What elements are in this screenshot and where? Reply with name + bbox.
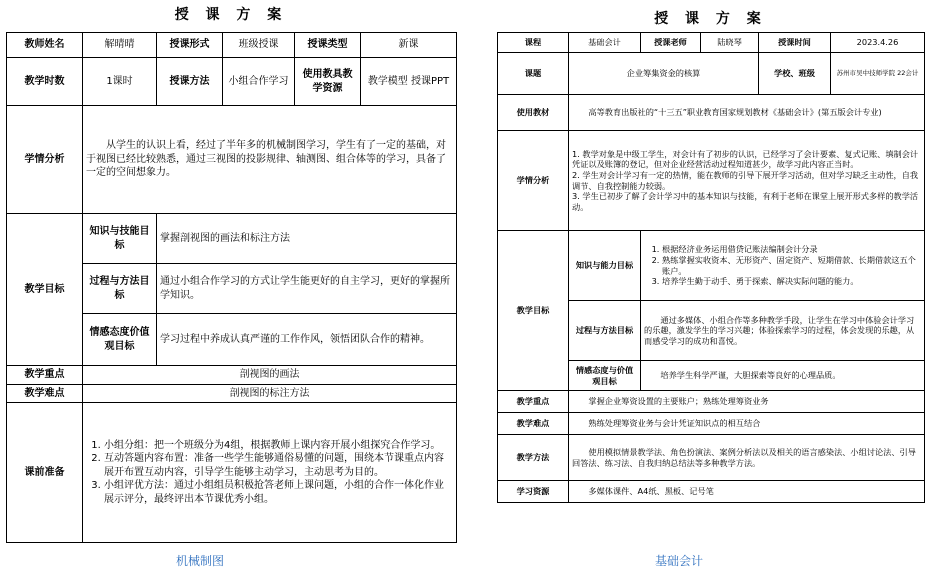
label-topic: 课题 — [498, 53, 569, 95]
label-time: 授课时间 — [759, 33, 831, 53]
label-teaching-form: 授课形式 — [157, 33, 223, 58]
label-difficulty: 教学难点 — [498, 413, 569, 435]
value-process: 通过多媒体、小组合作等多种教学手段，让学生在学习中体验会计学习的乐趣，激发学生的学习兴趣；体验探索学习的过程，体会发现的乐趣，从而感受学习的成功和喜悦。 — [641, 301, 925, 361]
value-teaching-form: 班级授课 — [223, 33, 295, 58]
value-school: 苏州市吴中技师学院 22会计 — [831, 53, 925, 95]
list-item: 2. 学生对会计学习有一定的热情，能在教师的引导下展开学习活动，但对学习缺乏主动性，自我调节、自我控制能力较弱。 — [572, 169, 919, 191]
label-emotion: 情感态度价值观目标 — [83, 314, 157, 366]
value-difficulty: 熟练处理筹资业务与会计凭证知识点的相互结合 — [569, 413, 925, 435]
table-row — [7, 106, 457, 214]
list-item: 2. 互动答题内容布置：准备一些学生能够通俗易懂的问题，围绕本节课重点内容展开布置互动内容，引导学生能够主动学习，主动思考为目的。 — [104, 452, 453, 479]
label-method: 授课方法 — [157, 58, 223, 106]
table-row — [498, 95, 925, 131]
label-knowledge: 知识与技能目标 — [83, 214, 157, 264]
value-key-point: 剖视图的画法 — [83, 366, 457, 385]
caption: 基础会计 — [655, 554, 704, 568]
value-knowledge — [641, 231, 925, 301]
value-aids: 教学模型 授课PPT — [361, 58, 457, 106]
label-teacher: 授课老师 — [641, 33, 701, 53]
list-item: 1. 根据经济业务运用借贷记账法编制会计分录 — [662, 244, 921, 255]
value-emotion: 培养学生科学严谨，大胆探索等良好的心理品质。 — [641, 361, 925, 391]
table-row — [498, 391, 925, 413]
lesson-plan-mechanical-drawing — [6, 0, 456, 573]
label-goals: 教学目标 — [498, 231, 569, 391]
table-row — [7, 403, 457, 543]
list-item: 1. 小组分组：把一个班级分为4组，根据教师上课内容开展小组探究合作学习。 — [104, 439, 453, 453]
value-key-point: 掌握企业筹资设置的主要账户；熟练处理筹资业务 — [569, 391, 925, 413]
label-course: 课程 — [498, 33, 569, 53]
value-lesson-type: 新课 — [361, 33, 457, 58]
label-method: 教学方法 — [498, 435, 569, 481]
table-row — [7, 33, 457, 58]
label-aids: 使用教具教学资源 — [295, 58, 361, 106]
table-row — [7, 366, 457, 385]
value-difficulty: 剖视图的标注方法 — [83, 384, 457, 403]
label-hours: 教学时数 — [7, 58, 83, 106]
value-teacher: 陆晓琴 — [701, 33, 759, 53]
value-method: 使用模拟情景教学法、角色扮演法、案例分析法以及相关的语言感染法、小组讨论法、引导回答法、练习法、自我归纳总结法等多种教学方法。 — [569, 435, 925, 481]
value-analysis: 从学生的认识上看，经过了半年多的机械制图学习，学生有了一定的基础，对于视图已经比较熟悉，通过三视图的投影规律、轴测图、组合体等的学习，具备了一定的空间想象力。 — [83, 106, 457, 214]
label-analysis: 学情分析 — [7, 106, 83, 214]
label-key-point: 教学重点 — [498, 391, 569, 413]
caption: 机械制图 — [176, 554, 225, 568]
label-analysis: 学情分析 — [498, 131, 569, 231]
value-teacher-name: 解晴晴 — [83, 33, 157, 58]
table-row — [498, 53, 925, 95]
value-emotion: 学习过程中养成认真严谨的工作作风，领悟团队合作的精神。 — [157, 314, 457, 366]
label-emotion: 情感态度与价值观目标 — [569, 361, 641, 391]
table-row — [498, 481, 925, 503]
knowledge-list — [644, 244, 921, 287]
list-item: 1. 教学对象是中级工学生，对会计有了初步的认识，已经学习了会计要素、复式记账、填制会计凭证以及账簿的登记，但对企业经营活动过程知道甚少，故学习此内容正当时。 — [572, 148, 919, 170]
label-goals: 教学目标 — [7, 214, 83, 366]
table-row — [498, 131, 925, 231]
value-prep — [83, 403, 457, 543]
plan-title: 授 课 方 案 — [174, 7, 288, 23]
label-textbook: 使用教材 — [498, 95, 569, 131]
label-process: 过程与方法目标 — [569, 301, 641, 361]
value-hours: 1课时 — [83, 58, 157, 106]
plan-table — [6, 32, 457, 543]
table-row — [7, 384, 457, 403]
value-textbook: 高等教育出版社的“十三五”职业教育国家规划教材《基础会计》(第五版会计专业) — [569, 95, 925, 131]
value-time: 2023.4.26 — [831, 33, 925, 53]
table-row — [498, 413, 925, 435]
label-process: 过程与方法目标 — [83, 264, 157, 314]
label-knowledge: 知识与能力目标 — [569, 231, 641, 301]
list-item: 2. 熟练掌握实收资本、无形资产、固定资产、短期借款、长期借款这五个账户。 — [662, 255, 921, 276]
value-knowledge: 掌握剖视图的画法和标注方法 — [157, 214, 457, 264]
table-row — [7, 58, 457, 106]
table-row — [498, 435, 925, 481]
plan-table — [497, 32, 925, 503]
value-process: 通过小组合作学习的方式让学生能更好的自主学习，更好的掌握所学知识。 — [157, 264, 457, 314]
list-item: 3. 学生已初步了解了会计学习中的基本知识与技能，有利于老师在课堂上展开形式多样的教学活动。 — [572, 191, 919, 212]
label-prep: 课前准备 — [7, 403, 83, 543]
value-course: 基础会计 — [569, 33, 641, 53]
table-row — [498, 33, 925, 53]
label-lesson-type: 授课类型 — [295, 33, 361, 58]
value-resources: 多媒体课件、A4纸、黑板、记号笔 — [569, 481, 925, 503]
plan-title: 授 课 方 案 — [654, 11, 767, 27]
list-item: 3. 培养学生勤于动手、勇于探索、解决实际问题的能力。 — [662, 276, 921, 287]
label-teacher-name: 教师姓名 — [7, 33, 83, 58]
list-item: 3. 小组评优方法：通过小组组员积极抢答老师上课问题，小组的合作一体化作业展示评分，最终评出本节课优秀小组。 — [104, 479, 453, 506]
label-resources: 学习资源 — [498, 481, 569, 503]
prep-list — [86, 439, 453, 507]
label-difficulty: 教学难点 — [7, 384, 83, 403]
value-analysis — [569, 131, 925, 231]
value-topic: 企业筹集资金的核算 — [569, 53, 759, 95]
label-school: 学校、班级 — [759, 53, 831, 95]
table-row — [498, 231, 925, 301]
lesson-plan-basic-accounting — [497, 0, 924, 573]
table-row — [7, 214, 457, 264]
label-key-point: 教学重点 — [7, 366, 83, 385]
value-method: 小组合作学习 — [223, 58, 295, 106]
